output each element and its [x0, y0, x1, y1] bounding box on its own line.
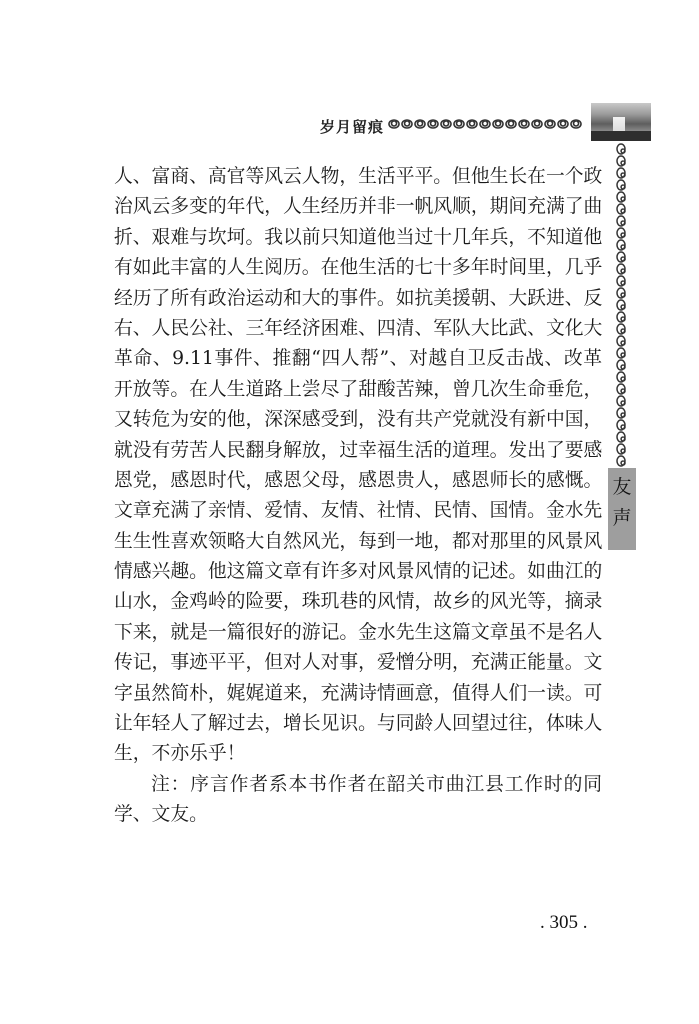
paragraph-line: 恩党，感恩时代，感恩父母，感恩贵人，感恩师长的感慨。 — [114, 469, 603, 491]
side-tab-char-2: 声 — [612, 507, 632, 529]
paragraph-line: 下来，就是一篇很好的游记。金水先生这篇文章虽不是名人 — [114, 621, 603, 643]
body-text — [114, 162, 602, 831]
paragraph-line: 人、富商、高官等风云人物，生活平平。但他生长在一个政 — [114, 166, 603, 187]
side-tab-char-1: 友 — [612, 476, 632, 498]
section-title: 岁月留痕 — [320, 118, 385, 136]
paragraph-line: 传记，事迹平平，但对人对事，爱憎分明，充满正能量。文 — [114, 652, 603, 674]
paragraph-line: 就没有劳苦人民翻身解放，过幸福生活的道理。发出了要感 — [114, 439, 603, 461]
paragraph-line: 折、艰难与坎坷。我以前只知道他当过十几年兵，不知道他 — [114, 226, 603, 248]
paragraph-line: 情感兴趣。他这篇文章有许多对风景风情的记述。如曲江的 — [114, 561, 603, 583]
note-line: 注：序言作者系本书作者在韶关市曲江县工作时的同 — [151, 773, 602, 795]
side-ornament-icon — [614, 143, 628, 473]
paragraph-line: 让年轻人了解过去，增长见识。与同龄人回望过往，体味人 — [114, 713, 603, 735]
side-tab-label — [608, 468, 636, 550]
page-number: . 305 . — [540, 912, 588, 933]
header-ornament-icon — [388, 118, 592, 130]
paragraph-line: 生生性喜欢领略大自然风光，每到一地，都对那里的风景风 — [114, 530, 603, 552]
paragraph-line: 治风云多变的年代，人生经历并非一帆风顺，期间充满了曲 — [114, 196, 603, 218]
paragraph-line: 山水，金鸡岭的险要，珠玑巷的风情，故乡的风光等，摘录 — [114, 591, 603, 613]
paragraph-line: 经历了所有政治运动和大的事件。如抗美援朝、大跃进、反 — [114, 287, 603, 309]
paragraph-line: 文章充满了亲情、爱情、友情、社情、民情、国情。金水先 — [114, 500, 603, 522]
paragraph-line: 生，不亦乐乎！ — [114, 743, 246, 765]
paragraph-line: 又转危为安的他，深深感受到，没有共产党就没有新中国， — [114, 409, 603, 431]
paragraph-line: 革命、9.11事件、推翻“四人帮”、对越自卫反击战、改革 — [114, 348, 602, 370]
paragraph-line: 右、人民公社、三年经济困难、四清、军队大比武、文化大 — [114, 317, 603, 339]
waterfall-photo — [591, 103, 651, 141]
paragraph-line: 开放等。在人生道路上尝尽了甜酸苦辣，曾几次生命垂危， — [114, 378, 603, 400]
note-line: 学、文友。 — [114, 804, 208, 826]
paragraph-line: 有如此丰富的人生阅历。在他生活的七十多年时间里，几乎 — [114, 257, 603, 279]
paragraph-line: 字虽然简朴，娓娓道来，充满诗情画意，值得人们一读。可 — [114, 682, 603, 704]
